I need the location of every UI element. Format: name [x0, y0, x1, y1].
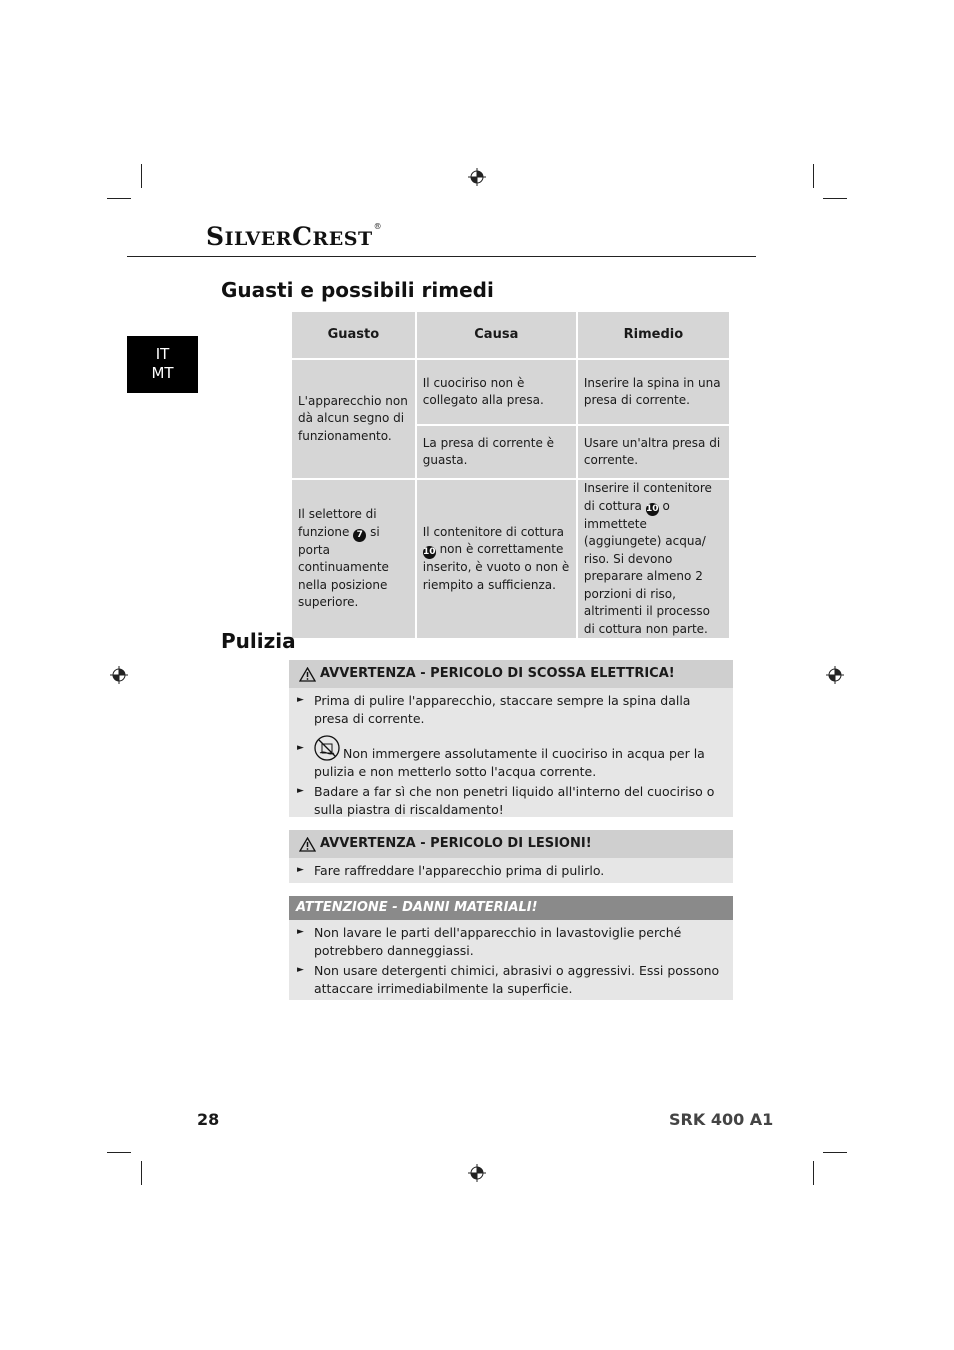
arrow-right-icon: ►: [297, 743, 304, 753]
table-header-row: [291, 311, 730, 359]
list-item: ► Non lavare le parti dell'apparecchio in lavastoviglie perché potrebbero danneggiassi.: [297, 925, 682, 958]
language-tab: [127, 336, 198, 393]
troubleshooting-table: [290, 310, 731, 640]
section-title: Guasti e possibili rimedi: [221, 278, 494, 302]
crop-mark: [823, 1152, 847, 1153]
arrow-right-icon: ►: [297, 965, 304, 975]
remedy-cell: Inserire la spina in una presa di corrente.: [577, 359, 730, 425]
crop-mark: [107, 198, 131, 199]
brand-logo: SILVERCREST®: [206, 222, 383, 251]
list-item: ► Prima di pulire l'apparecchio, staccare sempre la spina dalla presa di corrente.: [297, 693, 691, 726]
registration-mark-icon: [110, 666, 128, 684]
page-number: 28: [197, 1110, 220, 1129]
list-item: ► Badare a far sì che non penetri liquido all'interno del cuociriso o sulla piastra di riscaldamento!: [297, 784, 715, 817]
language-code: IT: [155, 345, 170, 363]
warning-header: AVVERTENZA - PERICOLO DI LESIONI!: [289, 830, 733, 858]
registration-mark-icon: [468, 168, 486, 186]
arrow-right-icon: ►: [297, 695, 304, 705]
crop-mark: [823, 198, 847, 199]
crop-mark: [813, 1161, 814, 1185]
remedy-cell: Usare un'altra presa di corrente.: [577, 425, 730, 479]
arrow-right-icon: ►: [297, 927, 304, 937]
language-code: MT: [151, 364, 174, 382]
crop-mark: [141, 1161, 142, 1185]
registration-mark-icon: [468, 1164, 486, 1182]
list-item: ► Non usare detergenti chimici, abrasivi o aggressivi. Essi possono attaccare irrimediabilmente la superficie.: [297, 963, 720, 996]
warning-box: [289, 660, 733, 817]
arrow-right-icon: ►: [297, 786, 304, 796]
cause-cell: Il contenitore di cottura 10 non è correttamente inserito, è vuoto o non è riempito a sufficienza.: [416, 479, 577, 639]
part-number-badge: 10: [645, 503, 659, 514]
header-rule: [127, 256, 756, 257]
table-row: [291, 359, 730, 425]
list-item: ► Non immergere assolutamente il cuociriso in acqua per la pulizia e non metterlo sotto l'acqua corrente.: [297, 735, 725, 780]
model-number: SRK 400 A1: [669, 1110, 774, 1129]
warning-triangle-icon: [299, 837, 316, 852]
warning-box: [289, 830, 733, 883]
section-title: Pulizia: [221, 629, 296, 653]
cause-cell: Il cuociriso non è collegato alla presa.: [416, 359, 577, 425]
list-item: ► Fare raffreddare l'apparecchio prima di pulirlo.: [297, 863, 605, 878]
remedy-cell: Inserire il contenitore di cottura 10 o immettete (aggiungete) acqua/ riso. Si devono preparare almeno 2 porzioni di riso, altrimenti il processo di cottura non parte.: [577, 479, 730, 639]
warning-triangle-icon: [299, 667, 316, 682]
fault-cell: L'apparecchio non dà alcun segno di funzionamento.: [291, 359, 416, 479]
table-row: [291, 479, 730, 639]
crop-mark: [141, 164, 142, 188]
arrow-right-icon: ►: [297, 865, 304, 875]
cause-cell: La presa di corrente è guasta.: [416, 425, 577, 479]
column-header: Guasto: [291, 311, 416, 359]
caution-header: ATTENZIONE - DANNI MATERIALI!: [289, 896, 733, 920]
column-header: Rimedio: [577, 311, 730, 359]
fault-cell: Il selettore di funzione 7 si porta continuamente nella posizione superiore.: [291, 479, 416, 639]
column-header: Causa: [416, 311, 577, 359]
no-immersion-icon: [314, 735, 340, 761]
part-number-badge: 7: [353, 529, 366, 542]
registration-mark-icon: [826, 666, 844, 684]
warning-header: AVVERTENZA - PERICOLO DI SCOSSA ELETTRICA!: [289, 660, 733, 688]
crop-mark: [107, 1152, 131, 1153]
crop-mark: [813, 164, 814, 188]
caution-box: [289, 896, 733, 1000]
part-number-badge: 10: [422, 547, 436, 558]
